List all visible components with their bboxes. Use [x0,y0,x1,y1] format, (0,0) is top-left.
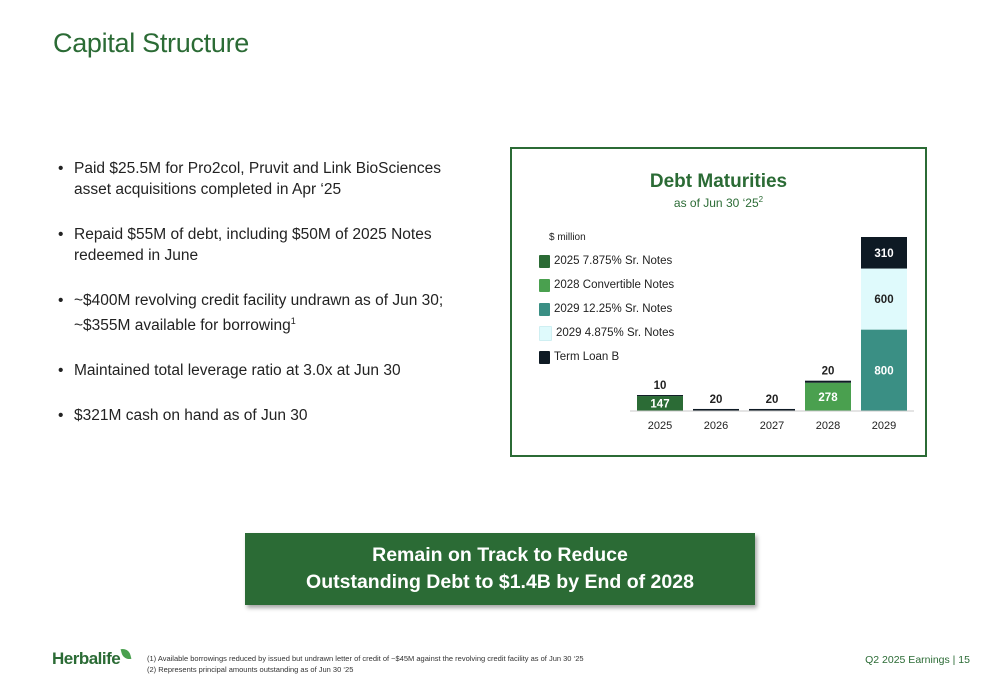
data-label: 10 [653,380,667,393]
legend-swatch [539,255,550,268]
legend-swatch [539,303,550,316]
legend-item: 2025 7.875% Sr. Notes [539,249,674,273]
legend-item: 2029 4.875% Sr. Notes [539,321,674,345]
footnote-ref: 1 [290,316,296,326]
bar-segment-2028-5 [805,381,851,383]
bullet-list [58,158,458,450]
legend-swatch [539,279,550,292]
chart-legend [539,249,674,369]
legend-swatch [539,326,552,341]
bar-segment-2025-5 [637,395,683,396]
bullet-item: • Maintained total leverage ratio at 3.0x at Jun 30 [58,360,458,381]
bullet-item: • Repaid $55M of debt, including $50M of 2025 Notes redeemed in June [58,224,458,266]
bullet-item: • $321M cash on hand as of Jun 30 [58,405,458,426]
bullet-item: • Paid $25.5M for Pro2col, Pruvit and Link BioSciences asset acquisitions completed in Apr ‘25 [58,158,458,200]
data-label: 147 [650,398,670,411]
chart-subtitle: as of Jun 30 ‘$25^2$ [673,195,764,210]
x-tick-label: 2028 [815,420,841,432]
data-label: 800 [874,365,894,378]
x-tick-label: 2027 [759,420,785,432]
key-message-banner [245,533,755,605]
data-label: 20 [821,365,835,378]
x-tick-label: 2029 [871,420,897,432]
data-label: 278 [818,391,838,404]
legend-item: 2029 12.25% Sr. Notes [539,297,674,321]
data-label: 20 [709,393,723,406]
leaf-icon [121,647,132,661]
herbalife-logo: Herbalife [52,648,130,669]
legend-swatch [539,351,550,364]
footnotes [147,653,584,675]
data-label: 20 [765,393,779,406]
footnote: (1) Available borrowings reduced by issued but undrawn letter of credit of ~$45M against the revolving credit facility as of Jun 30 ‘25 [147,654,584,663]
x-tick-label: 2026 [703,420,729,432]
slide-title: Capital Structure [53,28,249,58]
legend-item: 2028 Convertible Notes [539,273,674,297]
debt-maturities-chart [510,147,927,457]
legend-item: Term Loan B [539,345,674,369]
unit-label: $ million [549,232,586,243]
page-label: Q2 2025 Earnings | 15 [865,654,970,666]
banner-line: Remain on Track to Reduce [372,544,628,566]
footnote: (2) Represents principal amounts outstanding as of Jun 30 ‘25 [147,665,354,674]
data-label: 310 [874,247,894,260]
x-tick-label: 2025 [647,420,673,432]
chart-title: Debt Maturities [649,171,788,192]
bullet-item: • ~$400M revolving credit facility undrawn as of Jun 30; ~$355M available for borrowing$^1$ [58,290,458,336]
banner-line: Outstanding Debt to $1.4B by End of 2028 [306,571,694,593]
data-label: 600 [874,294,894,307]
